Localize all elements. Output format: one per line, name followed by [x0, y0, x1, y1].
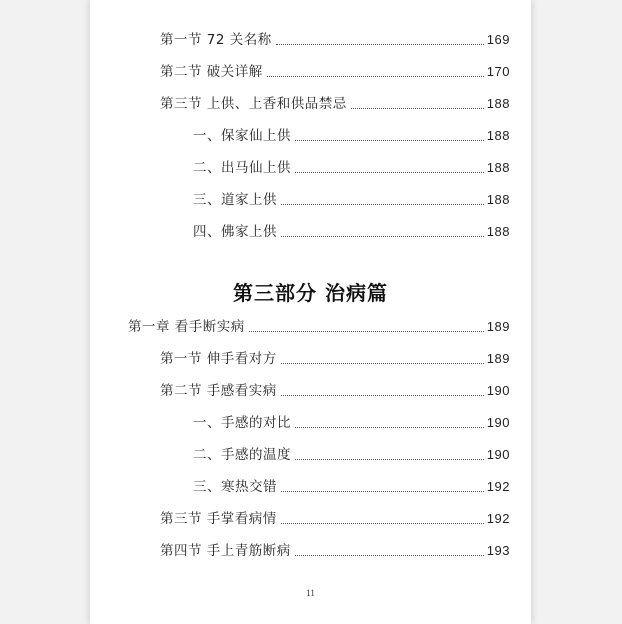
- dot-leader: [281, 490, 484, 492]
- toc-entry: [160, 539, 510, 561]
- toc-entry-title: 一、保家仙上供: [193, 128, 291, 144]
- toc-entry: [193, 220, 510, 242]
- toc-entry: [193, 443, 510, 465]
- toc-entry-page: 188: [486, 96, 510, 111]
- toc-entry: [160, 28, 510, 50]
- dot-leader: [276, 43, 484, 45]
- toc-entry-page: 189: [486, 319, 510, 334]
- dot-leader: [351, 107, 484, 109]
- dot-leader: [295, 458, 484, 460]
- toc-entry-title: 三、寒热交错: [193, 479, 277, 495]
- toc-entry: [193, 188, 510, 210]
- toc-entry-page: 190: [486, 415, 510, 430]
- dot-leader: [281, 522, 484, 524]
- book-page: [90, 0, 531, 624]
- toc-entry-title: 第一章 看手断实病: [128, 319, 245, 335]
- toc-entry-title: 第二节 手感看实病: [160, 383, 277, 399]
- toc-entry-title: 一、手感的对比: [193, 415, 291, 431]
- toc-entry: [160, 507, 510, 529]
- toc-entry-page: 188: [486, 160, 510, 175]
- toc-entry-page: 188: [486, 192, 510, 207]
- dot-leader: [267, 75, 484, 77]
- toc-entry-page: 192: [486, 511, 510, 526]
- toc-entry: [128, 315, 510, 337]
- toc-entry-page: 170: [486, 64, 510, 79]
- dot-leader: [281, 235, 484, 237]
- toc-entry-title: 第二节 破关详解: [160, 64, 263, 80]
- toc-entry-page: 193: [486, 543, 510, 558]
- dot-leader: [295, 171, 484, 173]
- page-number: 11: [306, 588, 315, 598]
- toc-entry: [160, 92, 510, 114]
- toc-entry-title: 二、出马仙上供: [193, 160, 291, 176]
- toc-entry-page: 192: [486, 479, 510, 494]
- toc-entry: [160, 60, 510, 82]
- toc-entry: [160, 347, 510, 369]
- dot-leader: [295, 426, 484, 428]
- toc-entry: [193, 124, 510, 146]
- toc-entry-title: 第三节 上供、上香和供品禁忌: [160, 96, 347, 112]
- toc-entry-title: 第三节 手掌看病情: [160, 511, 277, 527]
- toc-entry-title: 第四节 手上青筋断病: [160, 543, 291, 559]
- dot-leader: [281, 394, 484, 396]
- toc-entry-page: 190: [486, 447, 510, 462]
- dot-leader: [281, 203, 484, 205]
- toc-entry: [160, 379, 510, 401]
- toc-entry-title: 第一节 伸手看对方: [160, 351, 277, 367]
- toc-entry-title: 二、手感的温度: [193, 447, 291, 463]
- toc-entry-page: 188: [486, 128, 510, 143]
- part-title: 第三部分 治病篇: [233, 281, 388, 305]
- toc-entry: [193, 475, 510, 497]
- toc-entry: [193, 156, 510, 178]
- toc-entry-page: 190: [486, 383, 510, 398]
- dot-leader: [281, 362, 484, 364]
- toc-entry-title: 三、道家上供: [193, 192, 277, 208]
- dot-leader: [295, 554, 484, 556]
- toc-entry-page: 188: [486, 224, 510, 239]
- toc-entry-page: 189: [486, 351, 510, 366]
- toc-entry-title: 四、佛家上供: [193, 224, 277, 240]
- dot-leader: [295, 139, 484, 141]
- dot-leader: [249, 330, 484, 332]
- toc-entry-page: 169: [486, 32, 510, 47]
- toc-entry-title: 第一节 72 关名称: [160, 32, 272, 48]
- toc-entry: [193, 411, 510, 433]
